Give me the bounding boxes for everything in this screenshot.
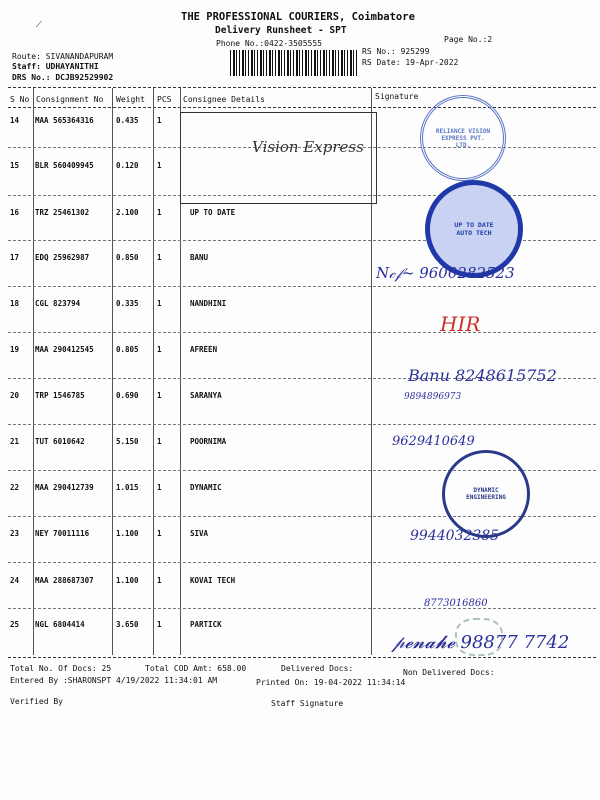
table-row xyxy=(0,529,600,543)
row-divider xyxy=(8,332,596,333)
reliance-stamp xyxy=(420,95,506,181)
row-pcs: 1 xyxy=(157,253,162,262)
row-pcs: 1 xyxy=(157,529,162,538)
row-pcs: 1 xyxy=(157,483,162,492)
row-pcs: 1 xyxy=(157,345,162,354)
row-weight: 0.850 xyxy=(116,253,139,262)
row-divider xyxy=(8,286,596,287)
dynamic-stamp-text: DYNAMIC ENGINEERING xyxy=(466,487,506,501)
row-sno: 14 xyxy=(10,116,20,125)
uptodate-stamp-text: UP TO DATE AUTO TECH xyxy=(454,221,494,237)
row-pcs: 1 xyxy=(157,116,162,125)
row-pcs: 1 xyxy=(157,437,162,446)
row-consignee: SIVA xyxy=(190,529,209,538)
header-divider xyxy=(8,87,596,88)
row-divider xyxy=(8,562,596,563)
dynamic-stamp xyxy=(442,450,530,538)
sheet-title: Delivery Runsheet - SPT xyxy=(215,25,347,36)
row-weight: 1.100 xyxy=(116,576,139,585)
page-number: Page No.:2 xyxy=(444,35,493,44)
row-weight: 0.120 xyxy=(116,161,139,170)
row-consignment: TUT 6010642 xyxy=(35,437,85,446)
non-delivered-docs: Non Delivered Docs: xyxy=(403,668,495,677)
row-pcs: 1 xyxy=(157,208,162,217)
row-consignee: SARANYA xyxy=(190,391,222,400)
col-signature: Signature xyxy=(375,92,419,101)
signature-21: 9629410649 xyxy=(392,434,475,449)
signature-18: HIR xyxy=(440,312,481,336)
row-weight: 2.100 xyxy=(116,208,139,217)
reliance-stamp-text: RELIANCE VISION EXPRESS PVT. LTD. xyxy=(435,127,491,149)
row-sno: 17 xyxy=(10,253,20,262)
col-weight: Weight xyxy=(116,95,145,104)
route: Route: SIVANANDAPURAM xyxy=(12,52,114,61)
row-pcs: 1 xyxy=(157,576,162,585)
row-divider xyxy=(8,424,596,425)
row-sno: 24 xyxy=(10,576,20,585)
row-consignee: DYNAMIC xyxy=(190,483,222,492)
row-sno: 20 xyxy=(10,391,20,400)
row-sno: 19 xyxy=(10,345,20,354)
row-consignment: MAA 565364316 xyxy=(35,116,94,125)
table-row xyxy=(0,299,600,313)
row-consignee: UP TO DATE xyxy=(190,208,236,217)
row-consignee: BANU xyxy=(190,253,209,262)
row-consignee: PARTICK xyxy=(190,620,222,629)
row-consignment: BLR 560409945 xyxy=(35,161,94,170)
row-sno: 16 xyxy=(10,208,20,217)
staff-signature: Staff Signature xyxy=(271,699,344,708)
row-consignee: POORNIMA xyxy=(190,437,227,446)
row-weight: 1.100 xyxy=(116,529,139,538)
row-sno: 18 xyxy=(10,299,20,308)
row-pcs: 1 xyxy=(157,299,162,308)
row-sno: 25 xyxy=(10,620,20,629)
delivered-docs: Delivered Docs: xyxy=(281,664,354,673)
row-pcs: 1 xyxy=(157,391,162,400)
signature-17-text: 9600282523 xyxy=(419,264,515,282)
rs-number: RS No.: 925299 xyxy=(362,47,430,56)
total-docs: Total No. Of Docs: 25 xyxy=(10,664,112,673)
phone-number: Phone No.:0422-3505555 xyxy=(216,39,322,48)
row-consignment: MAA 290412545 xyxy=(35,345,94,354)
row-consignee: NANDHINI xyxy=(190,299,227,308)
signature-20: 9894896973 xyxy=(404,392,462,402)
row-sno: 15 xyxy=(10,161,20,170)
rs-date: RS Date: 19-Apr-2022 xyxy=(362,58,459,67)
table-row xyxy=(0,437,600,451)
row-consignee: KOVAI TECH xyxy=(190,576,236,585)
row-consignee: AFREEN xyxy=(190,345,218,354)
row-consignment: MAA 288687307 xyxy=(35,576,94,585)
col-consignment: Consignment No xyxy=(36,95,104,104)
handdrawn-box xyxy=(180,112,377,204)
row-sno: 22 xyxy=(10,483,20,492)
column-header-divider xyxy=(8,107,596,108)
entered-by: Entered By :SHARONSPT 4/19/2022 11:34:01 AM xyxy=(10,676,218,685)
table-row xyxy=(0,576,600,590)
row-consignment: TRZ 25461302 xyxy=(35,208,90,217)
row-consignment: MAA 290412739 xyxy=(35,483,94,492)
smudge-mark xyxy=(455,618,503,656)
row-consignment: CGL 823794 xyxy=(35,299,81,308)
row-weight: 0.805 xyxy=(116,345,139,354)
row-sno: 21 xyxy=(10,437,20,446)
row-weight: 0.435 xyxy=(116,116,139,125)
col-sno: S No xyxy=(10,95,30,104)
row-weight: 1.015 xyxy=(116,483,139,492)
row-consignment: TRP 1546785 xyxy=(35,391,85,400)
signature-25: 𝓅𝓮𝓷𝓪𝓱𝓮 98877 7742 xyxy=(392,632,570,653)
row-consignment: EDQ 25962987 xyxy=(35,253,90,262)
row-weight: 3.650 xyxy=(116,620,139,629)
col-consignee: Consignee Details xyxy=(183,95,265,104)
row-weight: 0.690 xyxy=(116,391,139,400)
row-weight: 5.150 xyxy=(116,437,139,446)
handwriting-vision: Vision Express xyxy=(252,138,364,156)
drs-number: DRS No.: DCJB92529902 xyxy=(12,73,114,82)
row-pcs: 1 xyxy=(157,620,162,629)
row-sno: 23 xyxy=(10,529,20,538)
row-divider xyxy=(8,608,596,609)
total-cod: Total COD Amt: 658.00 xyxy=(145,664,247,673)
signature-23: 9944032385 xyxy=(410,528,500,544)
staff: Staff: UDHAYANITHI xyxy=(12,62,99,71)
company-name: THE PROFESSIONAL COURIERS, Coimbatore xyxy=(181,11,415,23)
printed-on: Printed On: 19-04-2022 11:34:14 xyxy=(256,678,406,687)
row-pcs: 1 xyxy=(157,161,162,170)
col-pcs: PCS xyxy=(157,95,172,104)
table-row xyxy=(0,345,600,359)
table-row xyxy=(0,391,600,405)
pen-mark: ⟋ xyxy=(36,20,42,29)
signature-24: 8773016860 xyxy=(424,598,488,609)
row-consignment: NGL 6804414 xyxy=(35,620,85,629)
signature-17: N𝒸𝒻~ 9600282523 xyxy=(376,264,515,282)
row-weight: 0.335 xyxy=(116,299,139,308)
barcode xyxy=(230,50,358,76)
signature-19: Banu 8248615752 xyxy=(408,366,557,385)
signature-25-text: 98877 7742 xyxy=(460,632,570,653)
row-consignment: NEY 70011116 xyxy=(35,529,90,538)
verified-by: Verified By xyxy=(10,697,63,706)
table-bottom-divider xyxy=(8,657,596,658)
